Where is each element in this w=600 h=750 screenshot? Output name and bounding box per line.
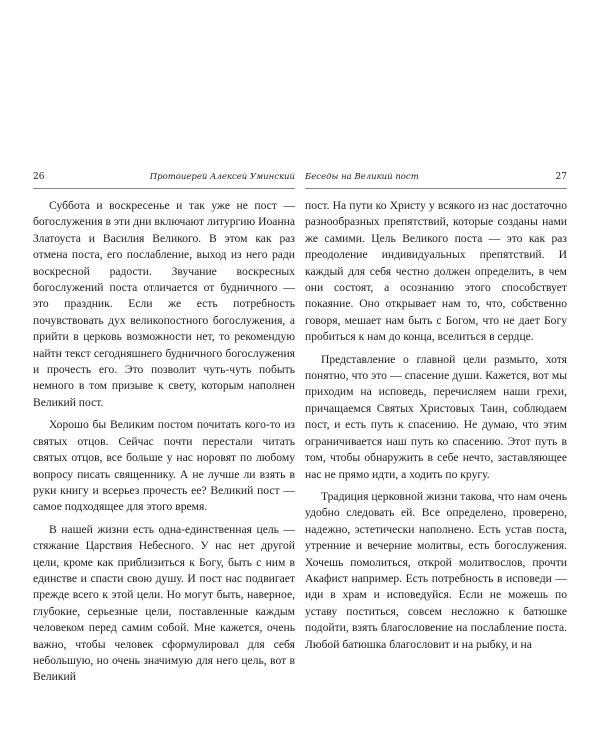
- paragraph: В нашей жизни есть одна-единственная цель — стяжание Царствия Небесного. У нас нет другой цели, кроме как приблизиться к Богу, быть с ним в единстве и спасти свою душу. И пост нас подвигает прежде всего к этой цели. Но могут быть, наверное, глубокие, серьезные цели, поставленные каждым человеком перед самим собой. Мне кажется, очень важно, чтобы человек сформулировал для себя небольшую, но очень значимую для него цель, вот в Великий: [33, 522, 295, 684]
- left-page: [33, 172, 295, 686]
- left-page-header: [33, 172, 295, 189]
- running-head-left: Протоиерей Алексей Уминский: [149, 172, 295, 182]
- paragraph: Хорошо бы Великим постом почитать кого-то из святых отцов. Сейчас почти перестали читать святых отцов, все больше у нас норовят по любому вопросу писать священнику. А не лучше ли взять в руки книгу и всерьез прочесть ее? Великий пост — самое подходящее для этого время.: [33, 418, 295, 514]
- right-page-body: [305, 198, 567, 653]
- paragraph: Суббота и воскресенье и так уже не пост — богослужения в эти дни включают литургию Иоанна Златоуста и Василия Великого. В этом как раз отмена поста, его послабление, выход из него ради воскресной радости. Звучание воскресных богослужений поста отличается от будничного — это праздник. Если же есть потребность почувствовать дух великопостного богослужения, а прийти в церковь возможности нет, то рекомендую найти текст сегодняшнего будничного богослужения и прочесть его. Это позволит чуть-чуть побыть немного в том призыве к свету, которым наполнен Великий пост.: [33, 199, 295, 409]
- paragraph-continuation: пост. На пути ко Христу у всякого из нас достаточно разнообразных препятствий, которые созданы нами же самими. Цель Великого поста — это как раз преодоление индивидуальных препятствий. И каждый для себя честно должен определить, в чем они состоят, а осознанию этого способствует покаяние. Оно открывает нам то, что, собственно говоря, мешает нам быть с Богом, что не дает Богу пробиться к нам до конца, вселиться в сердце.: [305, 199, 567, 344]
- paragraph: Представление о главной цели размыто, хотя понятно, что это — спасение души. Кажется, вот мы приходим на исповедь, перечисляем наши грехи, причащаемся Святых Христовых Таин, соблюдаем пост, и есть путь к спасению. Не думаю, что этим ограничивается наш путь ко спасению. Этот путь в том, чтобы обнаружить в себе нечто, заставляющее нас не прямо идти, а ходить по кругу.: [305, 352, 567, 481]
- right-page: [305, 172, 567, 653]
- paragraph: Традиция церковной жизни такова, что нам очень удобно следовать ей. Все определено, проверено, надежно, эстетически наполнено. Есть устав поста, утренние и вечерние молитвы, есть богослужения. Хочешь помолиться, открой молитвослов, прочти Акафист например. Есть потребность в исповеди — иди в храм и исповедуйся. Если не можешь по уставу поститься, совсем несложно к батюшке подойти, взять благословение на послабление поста. Любой батюшка благословит и на рыбку, и на: [305, 489, 567, 651]
- running-head-right: Беседы на Великий пост: [305, 172, 419, 182]
- page-number-right: 27: [555, 172, 567, 182]
- right-page-header: [305, 172, 567, 189]
- left-page-body: [33, 198, 295, 686]
- page-number-left: 26: [33, 172, 45, 182]
